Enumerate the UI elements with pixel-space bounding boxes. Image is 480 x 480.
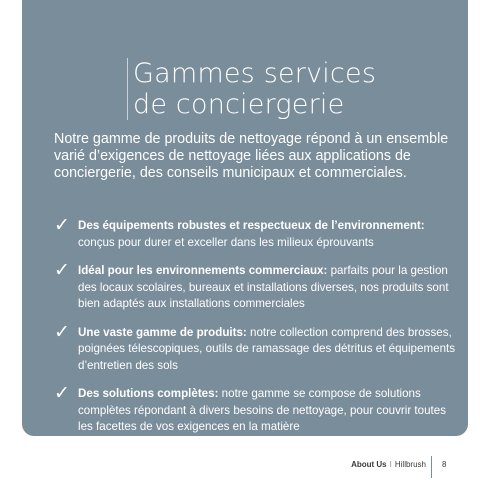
list-item [54, 382, 458, 436]
item-text: conçus pour durer et exceller dans les milieux éprouvants [78, 235, 374, 249]
intro-paragraph: Notre gamme de produits de nettoyage répond à un ensemble varié d’exigences de nettoyage liées aux applications de conciergerie, des conseils municipaux et commerciales. [54, 131, 449, 181]
page-title [127, 58, 376, 120]
title-line-1: Gammes services [133, 58, 377, 89]
check-icon: ✓ [54, 382, 70, 404]
item-label: Idéal pour les environnements commerciaux: [78, 264, 328, 277]
page-number: 8 [442, 460, 447, 469]
footer-section [351, 460, 426, 469]
check-icon: ✓ [54, 259, 70, 281]
title-line-2: de conciergerie [133, 89, 345, 120]
check-icon: ✓ [54, 320, 70, 343]
item-text: notre gamme se compose de solutions complètes répondant à divers besoins de nettoyage, pour couvrir toutes les facettes de vos exigences en la matière [78, 387, 446, 433]
footer-section-name: About Us [351, 460, 387, 469]
page-footer [0, 457, 480, 477]
item-text: notre collection comprend des brosses, poignées télescopiques, outils de ramassage des détritus et équipements d’entretien des sols [78, 325, 456, 372]
list-item [54, 320, 458, 375]
footer-divider [431, 456, 432, 478]
footer-brand: Hillbrush [394, 460, 426, 469]
check-icon: ✓ [54, 214, 70, 236]
item-label: Des solutions complètes: [78, 387, 219, 400]
item-label: Des équipements robustes et respectueux de l’environnement: [78, 219, 425, 232]
content-panel [22, 0, 468, 436]
footer-separator: I [389, 460, 392, 469]
feature-list [54, 214, 458, 436]
list-item [54, 259, 458, 313]
item-label: Une vaste gamme de produits: [78, 325, 247, 339]
item-text: parfaits pour la gestion des locaux scolaires, bureaux et installations diverses, nos produits sont bien adaptés aux installations commerciales [78, 264, 449, 310]
list-item [54, 214, 458, 251]
